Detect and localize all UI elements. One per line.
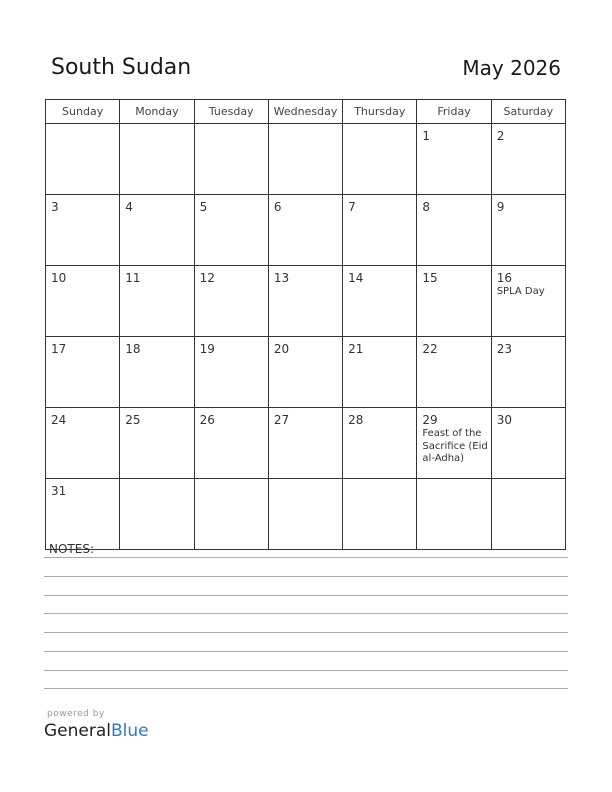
day-number: 22 <box>422 342 438 356</box>
day-cell-30 <box>491 408 565 479</box>
empty-day-cell <box>194 124 268 195</box>
day-number: 30 <box>496 413 512 427</box>
empty-day-cell <box>417 479 491 550</box>
day-cell-3 <box>46 195 120 266</box>
empty-day-cell <box>343 479 417 550</box>
day-number: 26 <box>199 413 215 427</box>
empty-day-cell <box>120 124 194 195</box>
day-number: 8 <box>422 200 431 214</box>
day-cell-11 <box>120 266 194 337</box>
brand-blue-text: Blue <box>111 721 149 741</box>
day-cell-27 <box>268 408 342 479</box>
day-cell-2 <box>491 124 565 195</box>
day-cell-13 <box>268 266 342 337</box>
week-row <box>46 408 566 479</box>
day-number: 14 <box>348 271 364 285</box>
week-row <box>46 337 566 408</box>
day-number: 24 <box>51 413 67 427</box>
day-number: 27 <box>273 413 290 427</box>
empty-day-cell <box>268 124 342 195</box>
day-number: 15 <box>422 271 438 285</box>
weekday-tuesday: Tuesday <box>194 100 268 124</box>
day-cell-14 <box>343 266 417 337</box>
notes-line <box>44 613 568 614</box>
day-number: 13 <box>273 271 290 285</box>
day-cell-26 <box>194 408 268 479</box>
holiday-event: SPLA Day <box>496 286 545 297</box>
empty-day-cell <box>194 479 268 550</box>
day-cell-28 <box>343 408 417 479</box>
powered-by-text: powered by <box>47 709 105 719</box>
day-number: 18 <box>125 342 141 356</box>
day-number: 9 <box>496 200 505 214</box>
day-number: 17 <box>51 342 67 356</box>
weekday-friday: Friday <box>417 100 491 124</box>
weekday-saturday: Saturday <box>491 100 565 124</box>
day-number: 11 <box>125 271 141 285</box>
day-number: 3 <box>51 200 59 214</box>
notes-line <box>44 557 568 558</box>
day-number: 12 <box>199 271 215 285</box>
day-cell-8 <box>417 195 491 266</box>
day-number: 2 <box>496 129 505 143</box>
notes-line <box>44 670 568 671</box>
day-cell-20 <box>268 337 342 408</box>
week-row <box>46 124 566 195</box>
day-number: 19 <box>199 342 215 356</box>
day-number: 23 <box>496 342 512 356</box>
day-cell-1 <box>417 124 491 195</box>
day-number: 21 <box>348 342 364 356</box>
day-cell-5 <box>194 195 268 266</box>
day-number: 31 <box>51 484 67 498</box>
notes-label: NOTES: <box>49 542 94 556</box>
weekday-sunday: Sunday <box>46 100 120 124</box>
day-cell-15 <box>417 266 491 337</box>
week-row <box>46 479 566 550</box>
empty-day-cell <box>491 479 565 550</box>
day-number: 16 <box>496 271 512 285</box>
day-number: 29 <box>422 413 438 427</box>
day-number: 4 <box>125 200 133 214</box>
week-row <box>46 266 566 337</box>
day-number: 7 <box>348 200 356 214</box>
day-cell-4 <box>120 195 194 266</box>
weekday-thursday: Thursday <box>343 100 417 124</box>
day-cell-23 <box>491 337 565 408</box>
country-title: South Sudan <box>51 55 192 80</box>
day-cell-10 <box>46 266 120 337</box>
empty-day-cell <box>46 124 120 195</box>
notes-line <box>44 632 568 633</box>
day-cell-22 <box>417 337 491 408</box>
empty-day-cell <box>343 124 417 195</box>
day-cell-19 <box>194 337 268 408</box>
day-cell-24 <box>46 408 120 479</box>
day-number: 10 <box>51 271 67 285</box>
day-cell-21 <box>343 337 417 408</box>
weekday-monday: Monday <box>120 100 194 124</box>
day-number: 5 <box>199 200 208 214</box>
day-number: 25 <box>125 413 141 427</box>
day-cell-12 <box>194 266 268 337</box>
day-number: 28 <box>348 413 364 427</box>
notes-line <box>44 595 568 596</box>
holiday-event: Feast of the Sacrifice (Eid al-Adha) <box>422 428 488 464</box>
day-cell-31 <box>46 479 120 550</box>
weekday-header-row <box>46 100 566 124</box>
day-number: 6 <box>273 200 282 214</box>
notes-line <box>44 576 568 577</box>
day-cell-6 <box>268 195 342 266</box>
day-cell-29 <box>417 408 491 479</box>
calendar-grid <box>45 99 566 550</box>
generalblue-logo[interactable] <box>44 721 149 741</box>
day-cell-17 <box>46 337 120 408</box>
month-year-title: May 2026 <box>462 56 561 80</box>
brand-general-text: General <box>44 721 111 741</box>
day-cell-7 <box>343 195 417 266</box>
week-row <box>46 195 566 266</box>
day-cell-25 <box>120 408 194 479</box>
empty-day-cell <box>268 479 342 550</box>
day-cell-18 <box>120 337 194 408</box>
empty-day-cell <box>120 479 194 550</box>
day-cell-16 <box>491 266 565 337</box>
day-number: 1 <box>422 129 431 143</box>
weekday-wednesday: Wednesday <box>268 100 342 124</box>
day-cell-9 <box>491 195 565 266</box>
notes-line <box>44 688 568 689</box>
day-number: 20 <box>273 342 290 356</box>
notes-line <box>44 651 568 652</box>
